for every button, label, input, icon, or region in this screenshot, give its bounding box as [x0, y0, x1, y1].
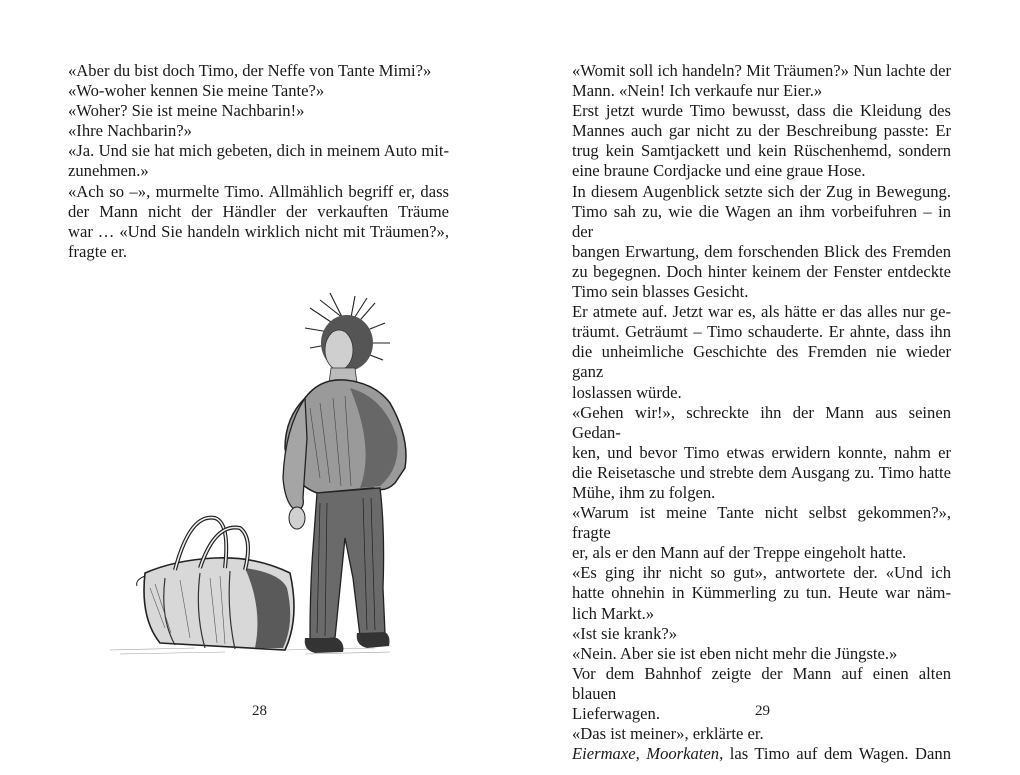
text-line: «Wo-woher kennen Sie meine Tante?»: [68, 81, 325, 101]
text-line: zunehmen.»: [68, 161, 149, 181]
text-line: «Es ging ihr nicht so gut», antwortete der. «Und ich: [572, 563, 951, 583]
text-line: «Gehen wir!», schreckte ihn der Mann aus seinen Gedan-: [572, 402, 951, 442]
right-page: [510, 0, 1020, 775]
text-line: Er atmete auf. Jetzt war es, als hätte er das alles nur ge-: [572, 302, 951, 322]
text-line: zu begegnen. Doch hinter keinem der Fenster entdeckte: [572, 261, 951, 281]
text-line: fragte er.: [68, 241, 127, 261]
page-number-right: 29: [755, 703, 770, 719]
text-line: Mannes auch gar nicht zu der Beschreibung passte: Er: [572, 121, 951, 141]
travel-bag-drawing: [137, 518, 294, 650]
text-line: bangen Erwartung, dem forschenden Blick des Fremden: [572, 241, 951, 261]
boy-drawing: [283, 293, 406, 653]
text-line: «Ihre Nachbarin?»: [68, 121, 192, 141]
text-line: Timo sah zu, wie die Wagen an ihm vorbeifuhren – in der: [572, 201, 951, 241]
text-line: er, als er den Mann auf der Treppe eingeholt hatte.: [572, 543, 907, 563]
text-line: trug kein Samtjackett und kein Rüschenhemd, sondern: [572, 141, 951, 161]
right-page-text: [572, 61, 951, 764]
text-line: Erst jetzt wurde Timo bewusst, dass die Kleidung des: [572, 101, 951, 121]
text-line: «Aber du bist doch Timo, der Neffe von Tante Mimi?»: [68, 61, 432, 80]
text-line: der Mann nicht der Händler der verkauften Träume: [68, 201, 449, 221]
text-line: «Womit soll ich handeln? Mit Träumen?» Nun lachte der: [572, 61, 951, 80]
text-line: träumt. Geträumt – Timo schauderte. Er ahnte, dass ihn: [572, 322, 951, 342]
left-page-text: [68, 61, 449, 262]
text-line: die unheimliche Geschichte des Fremden nie wieder ganz: [572, 342, 951, 382]
text-line: Mühe, ihm zu folgen.: [572, 482, 716, 502]
text-line: Mann. «Nein! Ich verkaufe nur Eier.»: [572, 81, 823, 101]
text-line: «Das ist meiner», erklärte er.: [572, 724, 764, 744]
text-line: «Warum ist meine Tante nicht selbst gekommen?», fragte: [572, 503, 951, 543]
text-line: «Ach so –», murmelte Timo. Allmählich begriff er, dass: [68, 181, 449, 201]
text-line: Vor dem Bahnhof zeigte der Mann auf einen alten blauen: [572, 663, 951, 703]
text-line: «Nein. Aber sie ist eben nicht mehr die Jüngste.»: [572, 643, 898, 663]
text-line: ken, und bevor Timo etwas erwidern konnte, nahm er: [572, 442, 951, 462]
text-line: war … «Und Sie handeln wirklich nicht mit Träumen?»,: [68, 221, 449, 241]
text-line: «Ja. Und sie hat mich gebeten, dich in meinem Auto mit-: [68, 141, 449, 161]
text-line: «Ist sie krank?»: [572, 623, 678, 643]
text-line-rest: , las Timo auf dem Wagen. Dann: [719, 744, 952, 764]
page-number-left: 28: [252, 703, 267, 719]
text-line-last: [572, 744, 951, 764]
text-line: eine braune Cordjacke und eine graue Hose.: [572, 161, 866, 181]
text-line: Lieferwagen.: [572, 704, 660, 723]
boy-with-bag-illustration: [105, 288, 420, 663]
text-line: die Reisetasche und strebte dem Ausgang zu. Timo hatte: [572, 462, 951, 482]
text-line: Timo sein blasses Gesicht.: [572, 282, 749, 302]
italic-sign-text: Eiermaxe, Moorkaten: [572, 744, 720, 764]
text-line: hatte ohnehin in Kümmerling zu tun. Heute war näm-: [572, 583, 951, 603]
text-line: loslassen würde.: [572, 382, 682, 402]
text-line: «Woher? Sie ist meine Nachbarin!»: [68, 101, 305, 121]
text-line: lich Markt.»: [572, 603, 655, 623]
text-line: In diesem Augenblick setzte sich der Zug in Bewegung.: [572, 181, 951, 201]
